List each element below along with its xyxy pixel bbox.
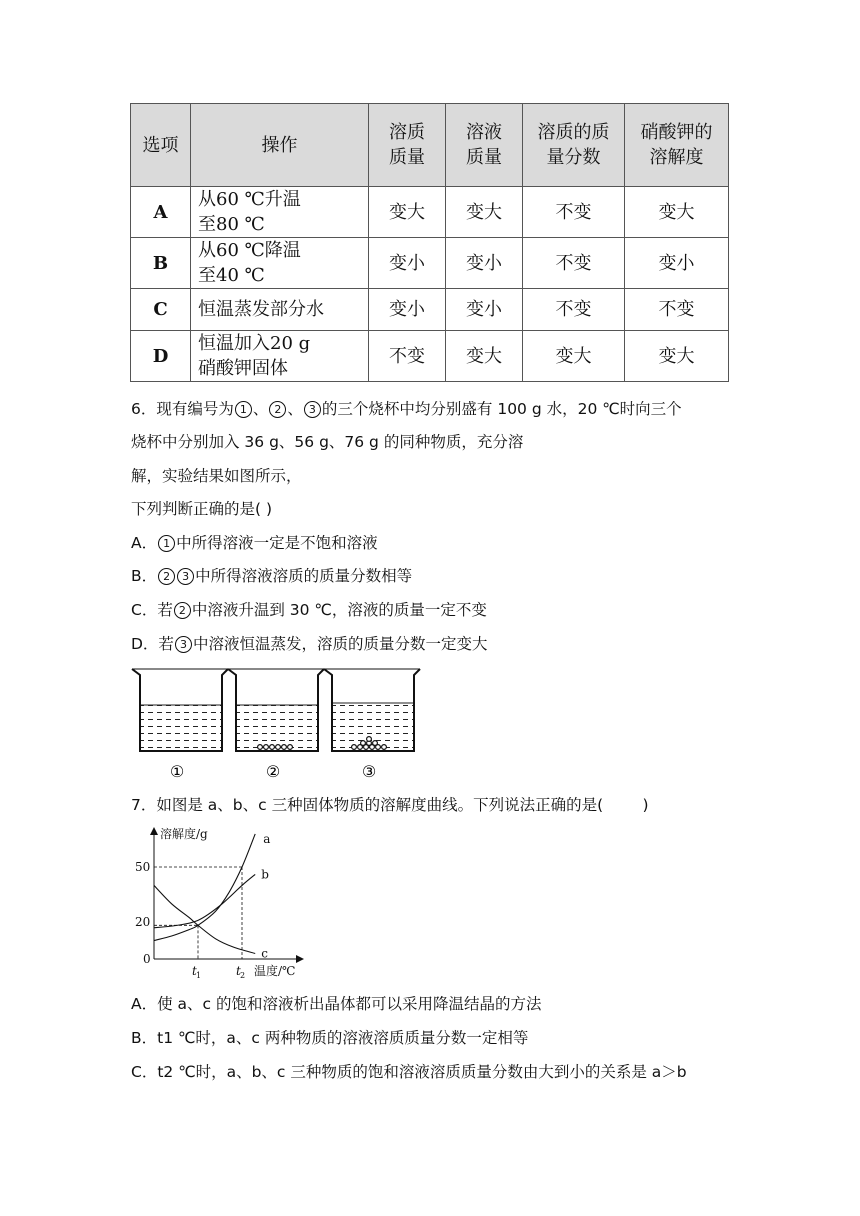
x-tick-label <box>192 964 201 980</box>
beaker-label-2: ② <box>265 762 281 781</box>
x-tick-subscript: 1 <box>196 971 202 980</box>
x-tick-letter: t <box>192 964 197 978</box>
x-tick-label <box>236 964 245 980</box>
cell-mass-fraction: 不变 <box>523 238 625 289</box>
table-row <box>131 289 729 331</box>
cell-solute-mass: 变小 <box>369 289 446 331</box>
cell-option: A <box>131 187 191 238</box>
x-axis-arrow <box>296 955 304 963</box>
q6-text: 6．现有编号为 <box>131 400 234 418</box>
cell-option: D <box>131 331 191 382</box>
cell-operation: 从60 ℃升温 至80 ℃ <box>191 187 369 238</box>
cell-solution-mass: 变小 <box>446 289 523 331</box>
curve-label-a: a <box>263 832 271 846</box>
beaker-label-1: ① <box>169 762 185 781</box>
cell-solubility: 变小 <box>625 238 729 289</box>
circled-number: 3 <box>304 401 321 418</box>
header-option: 选项 <box>131 104 191 187</box>
x-tick-letter: t <box>236 964 241 978</box>
beaker-label-3: ③ <box>361 762 377 781</box>
y-axis-label: 溶解度/g <box>160 827 208 841</box>
origin-label: 0 <box>143 952 151 966</box>
circled-number: 1 <box>235 401 252 418</box>
option-prefix: B． <box>131 567 158 585</box>
q6-option-b <box>131 566 412 586</box>
option-text: 中所得溶液一定是不饱和溶液 <box>176 534 378 552</box>
curve-c <box>154 885 255 953</box>
cell-solubility: 变大 <box>625 331 729 382</box>
header-solution-mass: 溶液 质量 <box>446 104 523 187</box>
option-prefix: C．若 <box>131 601 173 619</box>
header-solute-mass: 溶质 质量 <box>369 104 446 187</box>
x-tick-subscript: 2 <box>240 971 246 980</box>
beaker-3 <box>324 669 420 751</box>
table-row <box>131 187 729 238</box>
cell-solubility: 变大 <box>625 187 729 238</box>
option-prefix: A． <box>131 534 158 552</box>
curves <box>154 832 270 960</box>
circled-number: 2 <box>158 568 175 585</box>
q7-option-c: C．t2 ℃时，a、b、c 三种物质的饱和溶液溶质质量分数由大到小的关系是 a＞b <box>131 1063 687 1081</box>
header-solubility: 硝酸钾的 溶解度 <box>625 104 729 187</box>
cell-solution-mass: 变小 <box>446 238 523 289</box>
q6-option-c <box>131 600 487 620</box>
kno3-operations-table <box>130 103 729 382</box>
q6-stem-line-3: 解，实验结果如图所示， <box>131 467 302 485</box>
header-mass-fraction: 溶质的质 量分数 <box>523 104 625 187</box>
y-tick-label: 50 <box>135 860 151 874</box>
q6-stem-line-4: 下列判断正确的是( ) <box>131 500 273 518</box>
q7-option-b: B．t1 ℃时，a、c 两种物质的溶液溶质质量分数一定相等 <box>131 1029 529 1047</box>
circled-number: 1 <box>158 535 175 552</box>
q6-option-a <box>131 533 378 553</box>
header-operation: 操作 <box>191 104 369 187</box>
circled-number: 2 <box>269 401 286 418</box>
option-text: 中溶液升温到 30 ℃，溶液的质量一定不变 <box>191 601 487 619</box>
solubility-chart <box>128 825 318 981</box>
circled-number: 3 <box>177 568 194 585</box>
circled-number: 2 <box>174 602 191 619</box>
circled-number: 3 <box>175 636 192 653</box>
beaker-2 <box>228 669 324 751</box>
table-row <box>131 331 729 382</box>
x-axis-label: 温度/℃ <box>254 964 296 978</box>
q6-option-d <box>131 634 487 654</box>
q6-stem-line-2: 烧杯中分别加入 36 g、56 g、76 g 的同种物质，充分溶 <box>131 433 524 451</box>
y-tick-label: 20 <box>135 915 151 930</box>
cell-mass-fraction: 变大 <box>523 331 625 382</box>
cell-operation: 恒温加入20 g 硝酸钾固体 <box>191 331 369 382</box>
cell-operation: 从60 ℃降温 至40 ℃ <box>191 238 369 289</box>
q6-separator: 、 <box>287 400 303 418</box>
cell-solubility: 不变 <box>625 289 729 331</box>
cell-mass-fraction: 不变 <box>523 289 625 331</box>
q6-text: 的三个烧杯中均分别盛有 100 g 水，20 ℃时向三个 <box>321 400 682 418</box>
q7-stem: 7．如图是 a、b、c 三种固体物质的溶解度曲线。下列说法正确的是( ) <box>131 796 649 814</box>
cell-solution-mass: 变大 <box>446 331 523 382</box>
cell-solution-mass: 变大 <box>446 187 523 238</box>
y-axis-arrow <box>150 827 158 835</box>
option-text: 中所得溶液溶质的质量分数相等 <box>195 567 413 585</box>
option-prefix: D．若 <box>131 635 174 653</box>
table-row <box>131 238 729 289</box>
cell-option: B <box>131 238 191 289</box>
cell-solute-mass: 不变 <box>369 331 446 382</box>
q7-option-a: A．使 a、c 的饱和溶液析出晶体都可以采用降温结晶的方法 <box>131 995 542 1013</box>
table-header-row <box>131 104 729 187</box>
curve-label-c: c <box>261 946 268 961</box>
cell-option: C <box>131 289 191 331</box>
cell-mass-fraction: 不变 <box>523 187 625 238</box>
q6-stem-line-1 <box>131 399 682 419</box>
option-text: 中溶液恒温蒸发，溶质的质量分数一定变大 <box>192 635 488 653</box>
q6-separator: 、 <box>252 400 269 418</box>
cell-solute-mass: 变大 <box>369 187 446 238</box>
cell-solute-mass: 变小 <box>369 238 446 289</box>
curve-label-b: b <box>261 867 269 882</box>
cell-operation: 恒温蒸发部分水 <box>191 289 369 331</box>
beaker-1 <box>132 669 228 751</box>
beakers-figure <box>128 665 448 783</box>
